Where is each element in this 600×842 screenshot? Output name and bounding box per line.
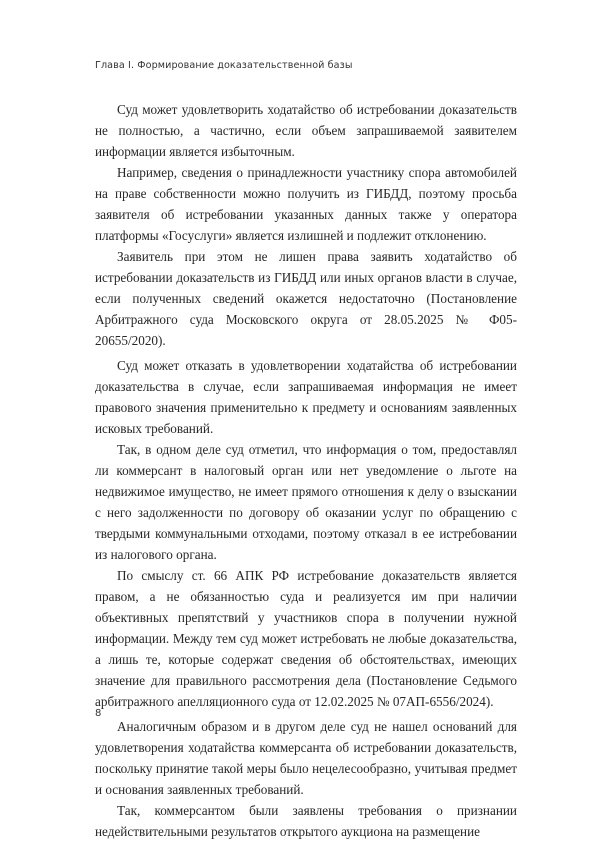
- running-header: Глава I. Формирование доказательственной базы: [95, 60, 353, 71]
- page-body: [95, 99, 517, 842]
- paragraph-4: Суд может отказать в удовлетворении ходатайства об истребовании доказательства в случае, если запрашиваемая информация не имеет правового значения применительно к предмету и основаниям заявленных исковых требований.: [95, 358, 517, 436]
- page-number: 8: [95, 708, 102, 719]
- paragraph-7: Аналогичным образом и в другом деле суд не нашел оснований для удовлетворения ходатайства коммерсанта об истребовании доказательств, поскольку принятие такой меры было нецелесообразно, учитывая предмет и основания заявленных требований.: [95, 719, 517, 797]
- paragraph-6: По смыслу ст. 66 АПК РФ истребование доказательств является правом, а не обязанностью суда и реализуется им при наличии объективных препятствий у участников спора в получении нужной информации. Между тем суд может истребовать не любые доказательства, а лишь те, которые содержат сведения об обстоятельствах, имеющих значение для правильного рассмотрения дела (Постановление Седьмого арбитражного апелляционного суда от 12.02.2025 № 07АП-6556/2024).: [95, 568, 517, 709]
- paragraph-8: Так, коммерсантом были заявлены требования о признании недействительными результатов открытого аукциона на размещение: [95, 803, 517, 839]
- paragraph-5: Так, в одном деле суд отметил, что информация о том, предоставлял ли коммерсант в налоговый орган или нет уведомление о льготе на недвижимое имущество, не имеет прямого отношения к делу о взыскании с него задолженности по договору об оказании услуг по обращению с твердыми коммунальными отходами, поэтому отказал в ее истребовании из налогового органа.: [95, 442, 517, 562]
- paragraph-1: Суд может удовлетворить ходатайство об истребовании доказательств не полностью, а частично, если объем запрашиваемой заявителем информации является избыточным.: [95, 102, 517, 159]
- paragraph-2: Например, сведения о принадлежности участнику спора автомобилей на праве собственности можно получить из ГИБДД, поэтому просьба заявителя об истребовании указанных данных также у оператора платформы «Госуслуги» является излишней и подлежит отклонению.: [95, 165, 517, 243]
- paragraph-3: Заявитель при этом не лишен права заявить ходатайство об истребовании доказательств из ГИБДД или иных органов власти в случае, если полученных сведений окажется недостаточно (Постановление Арбитражного суда Московского округа от 28.05.2025 № Ф05-20655/2020).: [95, 249, 517, 348]
